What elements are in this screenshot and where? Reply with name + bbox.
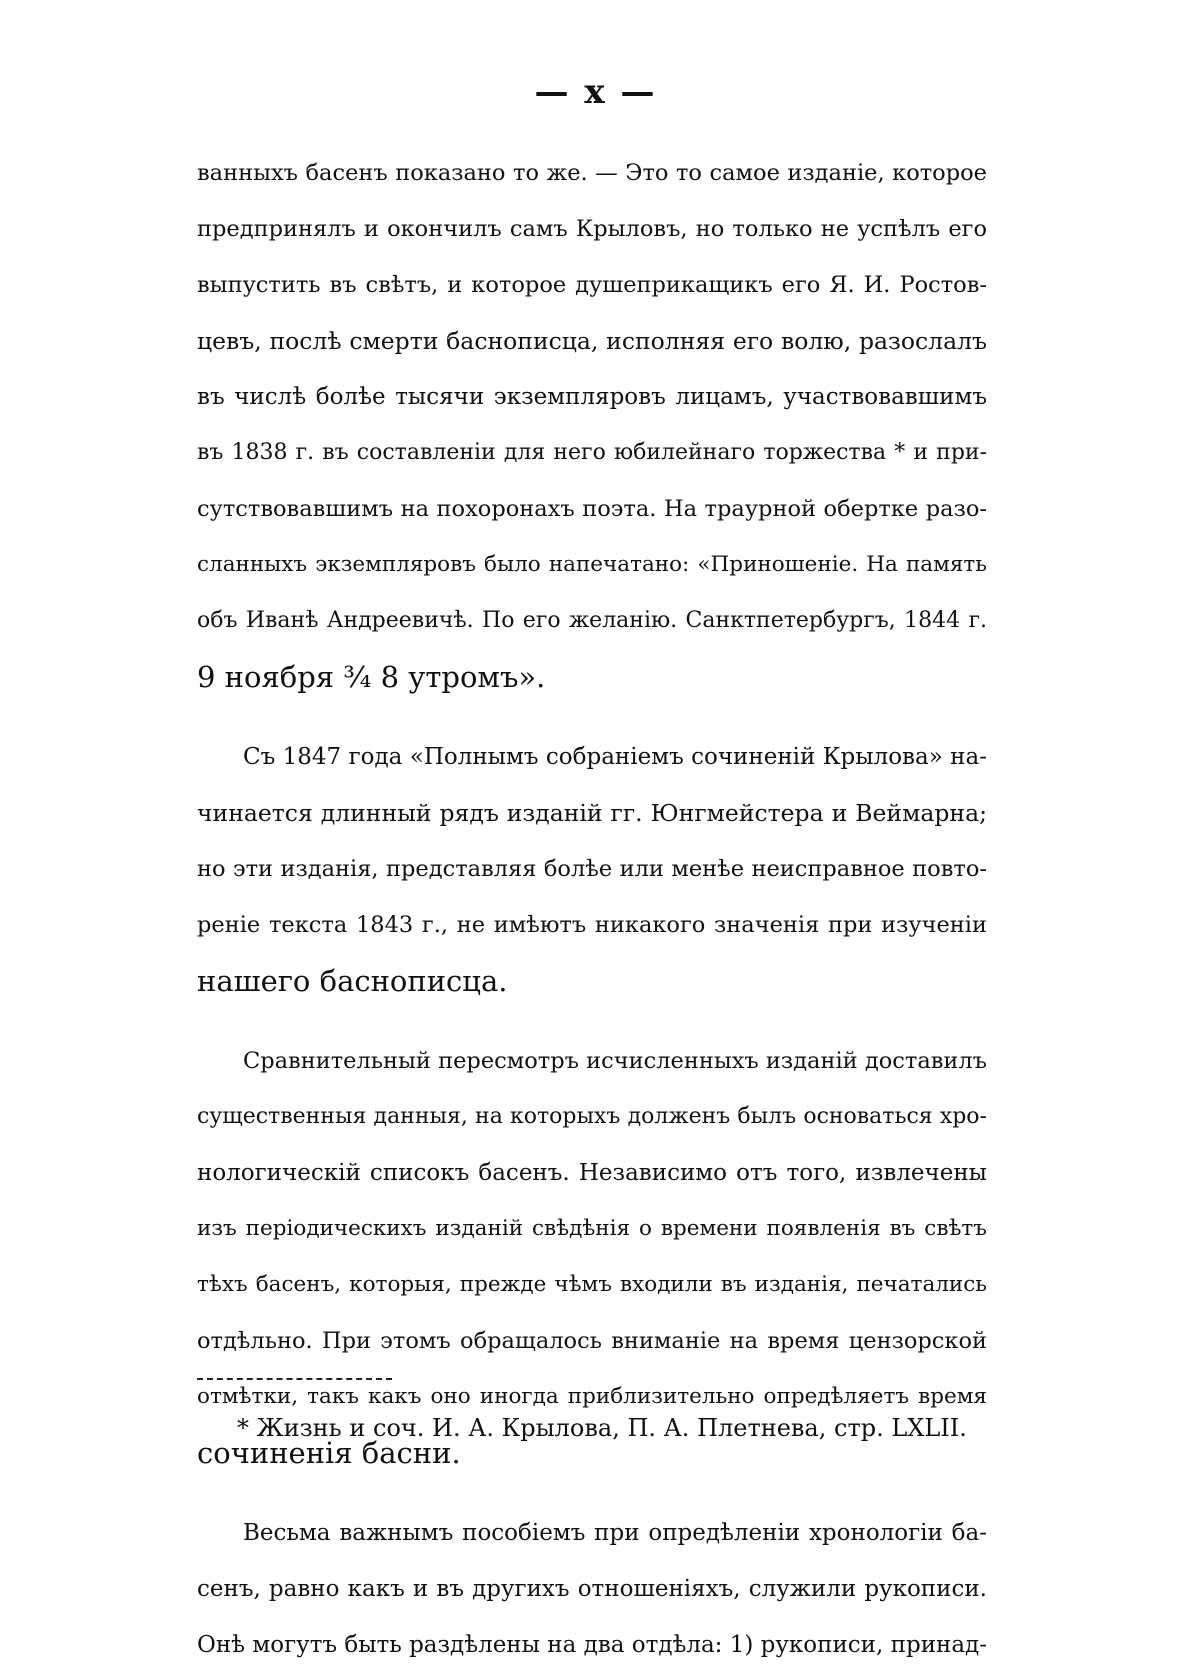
text-line: сенъ, равно какъ и въ другихъ отношеніяхъ, служили рукописи.: [197, 1576, 987, 1602]
footnote-divider: [197, 1378, 392, 1380]
text-line: сланныхъ экземпляровъ было напечатано: «Приношеніе. На память: [197, 552, 987, 577]
footnote: * Жизнь и соч. И. А. Крылова, П. А. Плетнева, стр. LXLII.: [237, 1414, 967, 1442]
text-line: Съ 1847 года «Полнымъ собраніемъ сочиненій Крылова» на-: [243, 744, 987, 770]
text-line: выпустить въ свѣтъ, и которое душеприкащикъ его Я. И. Ростов-: [197, 272, 987, 298]
text-line: предпринялъ и окончилъ самъ Крыловъ, но только не успѣлъ его: [197, 216, 987, 242]
text-line: ванныхъ басенъ показано то же. — Это то самое изданіе, которое: [197, 160, 987, 186]
paragraph-4: [197, 1505, 987, 1673]
text-line: нашего баснописца.: [197, 964, 508, 998]
text-line: объ Иванѣ Андреевичѣ. По его желанію. Санктпетербургъ, 1844 г.: [197, 608, 987, 633]
text-line: отмѣтки, такъ какъ оно иногда приблизительно опредѣляетъ время: [197, 1384, 987, 1409]
text-line: Весьма важнымъ пособіемъ при опредѣленіи хронологіи ба-: [243, 1520, 987, 1546]
text-line: реніе текста 1843 г., не имѣютъ никакого значенія при изученіи: [197, 912, 987, 938]
text-line: 9 ноября ¾ 8 утромъ».: [197, 660, 546, 694]
text-line: сутствовавшимъ на похоронахъ поэта. На траурной обертке разо-: [197, 496, 987, 522]
text-line: сочиненія басни.: [197, 1436, 461, 1470]
text-line: въ 1838 г. въ составленіи для него юбилейнаго торжества * и при-: [197, 440, 987, 465]
text-line: нологическій списокъ басенъ. Независимо отъ того, извлечены: [197, 1160, 987, 1186]
text-line: отдѣльно. При этомъ обращалось вниманіе на время цензорской: [197, 1328, 987, 1354]
text-line: цевъ, послѣ смерти баснописца, исполняя его волю, разослалъ: [197, 327, 987, 355]
text-line: тѣхъ басенъ, которыя, прежде чѣмъ входили въ изданія, печатались: [197, 1272, 987, 1297]
text-line: существенныя данныя, на которыхъ долженъ былъ основаться хро-: [197, 1104, 987, 1129]
text-line: но эти изданія, представляя болѣе или менѣе неисправное повто-: [197, 856, 987, 882]
text-line: въ числѣ болѣе тысячи экземпляровъ лицамъ, участвовавшимъ: [197, 384, 987, 410]
text-line: Сравнительный пересмотръ исчисленныхъ изданій доставилъ: [243, 1048, 987, 1074]
paragraph-2: [197, 729, 987, 1009]
text-line: чинается длинный рядъ изданій гг. Юнгмейстера и Веймарна;: [197, 799, 987, 827]
paragraph-1: [197, 145, 987, 705]
text-line: изъ періодическихъ изданій свѣдѣнія о времени появленія въ свѣтъ: [197, 1216, 987, 1241]
page-number: — x —: [534, 72, 657, 112]
text-line: Онѣ могутъ быть раздѣлены на два отдѣла: 1) рукописи, принад-: [197, 1632, 987, 1658]
